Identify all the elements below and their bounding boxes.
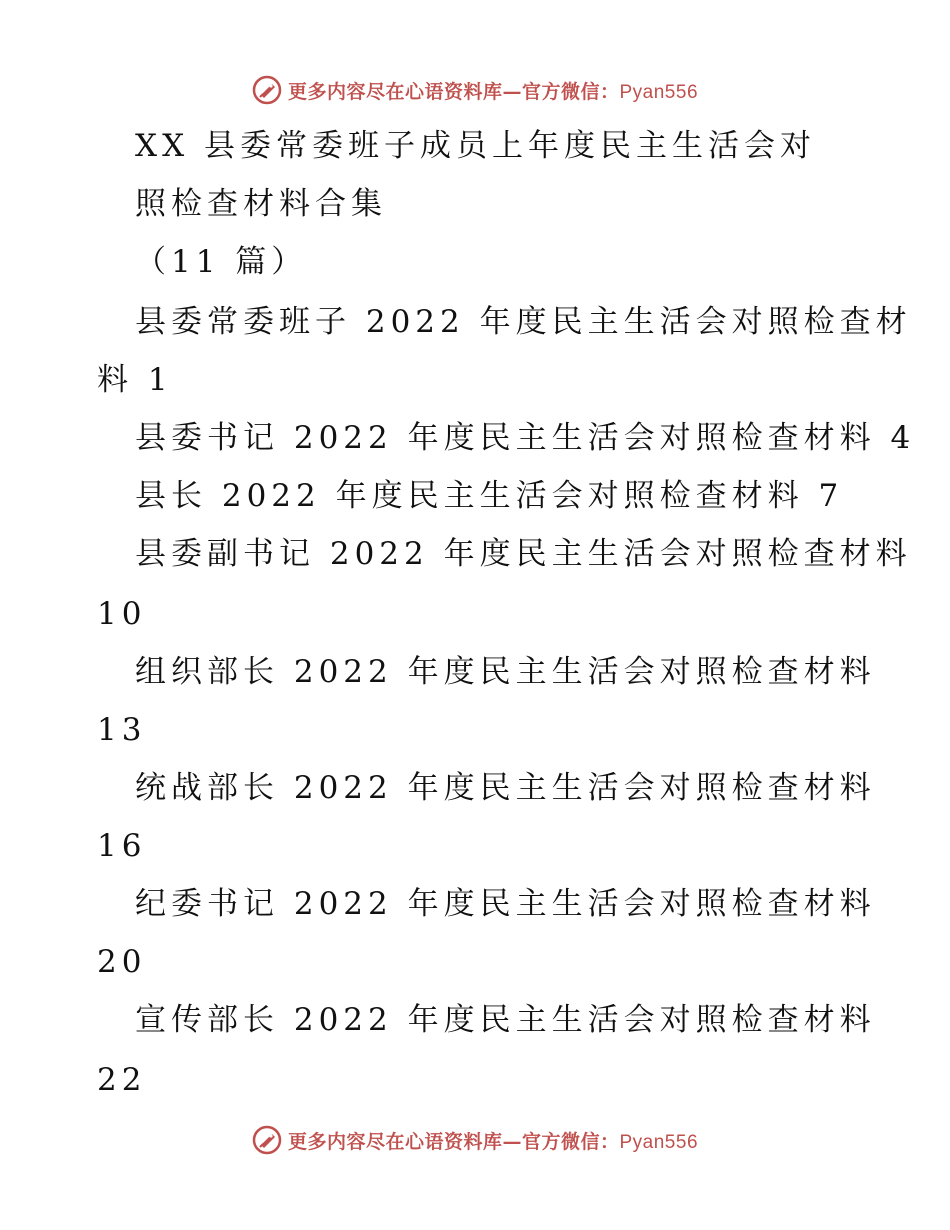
pen-nib-logo-icon — [252, 1125, 282, 1155]
pen-nib-logo-icon — [252, 75, 282, 105]
toc-item: 县委书记 2022 年度民主生活会对照检查材料 4 — [135, 420, 916, 456]
toc-item-continuation: 13 — [97, 712, 147, 748]
banner-text: 更多内容尽在心语资料库—官方微信：Pyan556 — [287, 80, 699, 103]
document-count: （11 篇） — [135, 244, 308, 280]
toc-item-continuation: 10 — [97, 596, 147, 632]
toc-item: 县长 2022 年度民主生活会对照检查材料 7 — [135, 478, 844, 514]
footer-banner — [0, 1122, 950, 1158]
toc-item-continuation: 16 — [97, 828, 147, 864]
toc-item: 县委常委班子 2022 年度民主生活会对照检查材 — [135, 304, 912, 340]
toc-item: 宣传部长 2022 年度民主生活会对照检查材料 — [135, 1002, 876, 1038]
toc-item-continuation: 20 — [97, 944, 147, 980]
document-title-line-2: 照检查材料合集 — [135, 186, 387, 222]
toc-item: 组织部长 2022 年度民主生活会对照检查材料 — [135, 654, 876, 690]
toc-item: 统战部长 2022 年度民主生活会对照检查材料 — [135, 770, 876, 806]
header-banner — [0, 72, 950, 108]
toc-item-continuation: 料 1 — [97, 362, 173, 398]
wechat-id: Pyan556 — [619, 81, 699, 103]
toc-item-continuation: 22 — [97, 1062, 147, 1098]
document-title-line-1: XX 县委常委班子成员上年度民主生活会对 — [135, 128, 816, 164]
toc-item: 纪委书记 2022 年度民主生活会对照检查材料 — [135, 886, 876, 922]
wechat-id: Pyan556 — [619, 1131, 699, 1153]
banner-text: 更多内容尽在心语资料库—官方微信：Pyan556 — [287, 1130, 699, 1153]
toc-item: 县委副书记 2022 年度民主生活会对照检查材料 — [135, 536, 912, 572]
